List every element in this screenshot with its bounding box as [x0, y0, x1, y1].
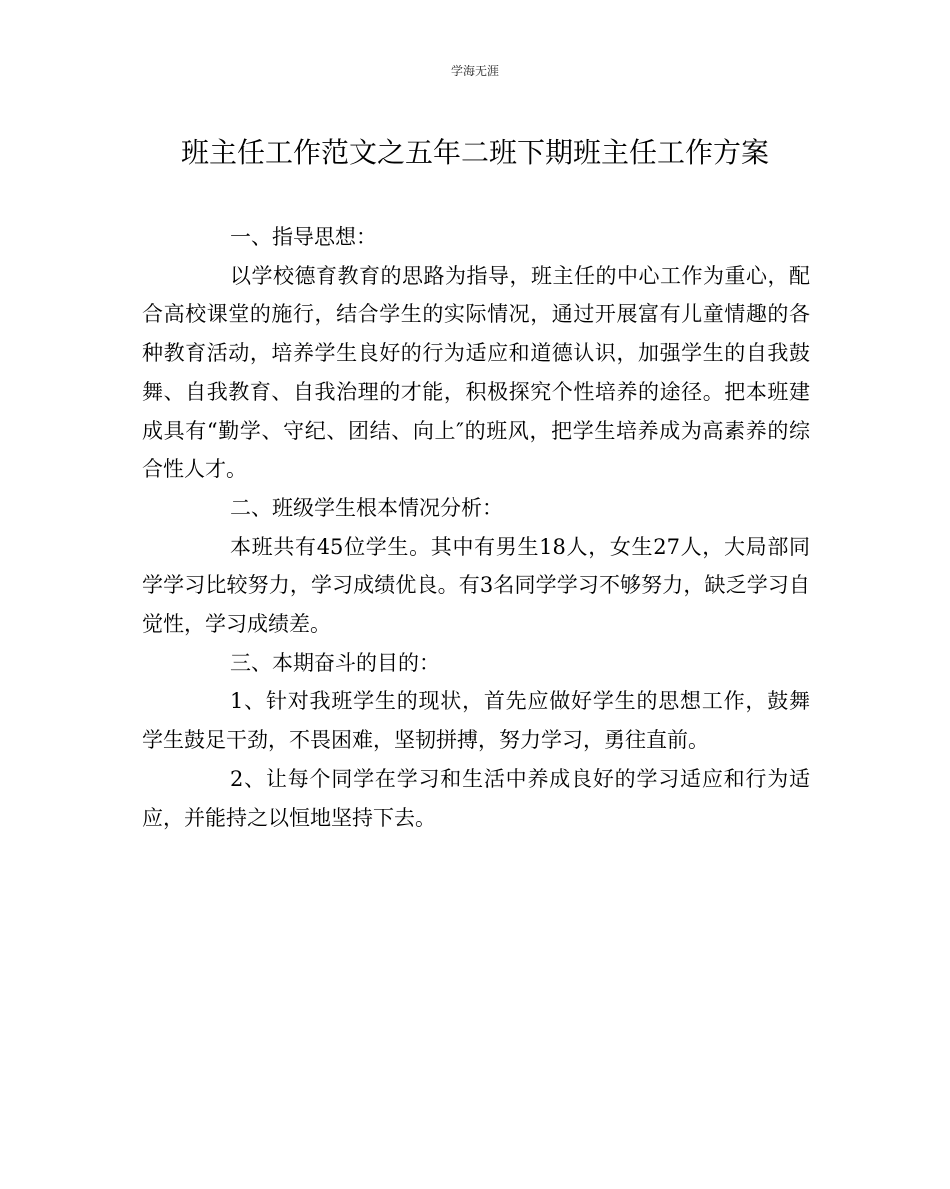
section-heading-guiding-ideology: 一、指导思想：	[230, 225, 377, 249]
paragraph-goal-2: 2、让每个同学在学习和生活中养成良好的学习适应和行为适应，并能持之以恒地坚持下去。	[142, 766, 810, 830]
section-heading-goals: 三、本期奋斗的目的：	[230, 650, 440, 675]
document-title: 班主任工作范文之五年二班下期班主任工作方案	[180, 136, 769, 169]
paragraph-guiding-ideology: 以学校德育教育的思路为指导，班主任的中心工作为重心，配合高校课堂的施行，结合学生的实际情况，通过开展富有儿童情趣的各种教育活动，培养学生良好的行为适应和道德认识，加强学生的自我鼓舞、自我教育、自我治理的才能，积极探究个性培养的途径。把本班建成具有“勤学、守纪、团结、向上″的班风，把学生培养成为高素养的综合性人才。	[142, 263, 810, 482]
section-heading-class-analysis: 二、班级学生根本情况分析：	[230, 495, 503, 520]
paragraph-goal-1: 1、针对我班学生的现状，首先应做好学生的思想工作，鼓舞学生鼓足干劲，不畏困难，坚韧拼搏，努力学习，勇往直前。	[142, 689, 810, 753]
document-body	[142, 218, 810, 837]
page-header: 学海无涯	[450, 64, 499, 78]
paragraph-class-analysis: 本班共有45位学生。其中有男生18人，女生27人，大局部同学学习比较努力，学习成绩优良。有3名同学学习不够努力，缺乏学习自觉性，学习成绩差。	[142, 534, 810, 637]
